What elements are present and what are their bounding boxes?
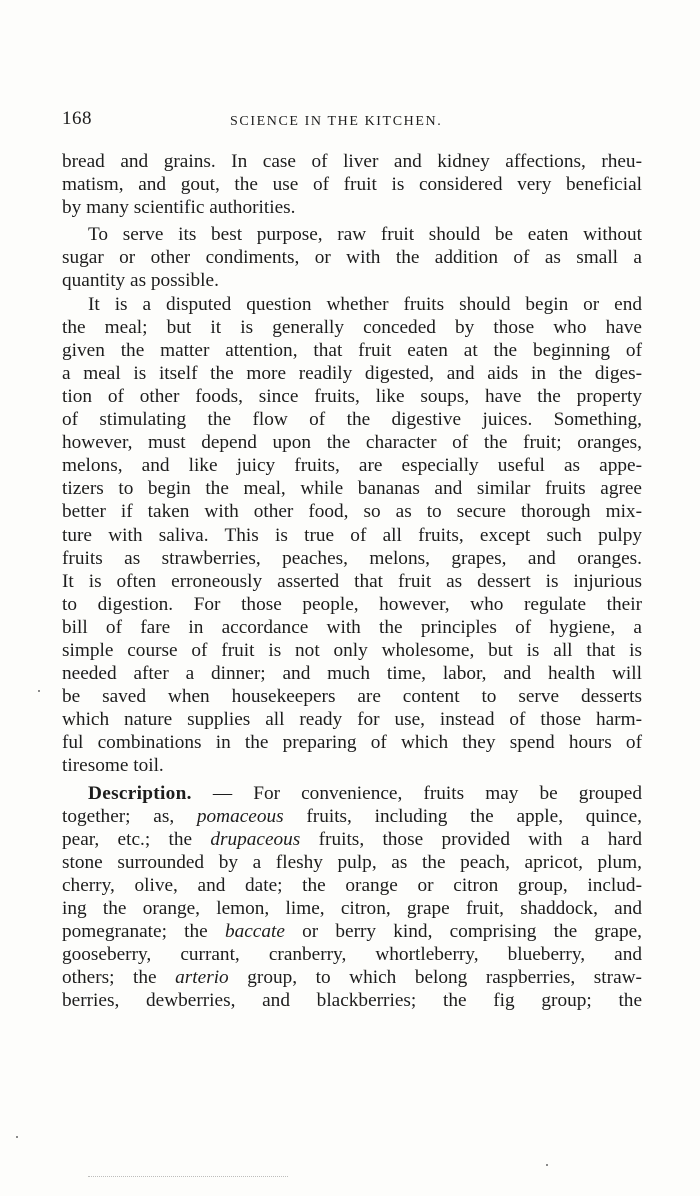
text-line: bill of fare in accordance with the principles of hygiene, a: [62, 616, 642, 638]
text-line: a meal is itself the more readily digested, and aids in the diges-: [62, 362, 642, 384]
text-line: needed after a dinner; and much time, labor, and health will: [62, 663, 642, 685]
text-line: which nature supplies all ready for use, instead of those harm-: [62, 709, 642, 731]
paper-speck: [38, 690, 40, 692]
text-line: To serve its best purpose, raw fruit should be eaten without: [88, 224, 642, 246]
text-line: stone surrounded by a fleshy pulp, as the peach, apricot, plum,: [62, 851, 642, 873]
body-text: [62, 150, 642, 1012]
italic-term: drupaceous: [210, 828, 301, 850]
text-line: quantity as possible.: [62, 270, 219, 292]
text-line: pear, etc.; the drupaceous fruits, those provided with a hard: [62, 828, 642, 850]
text-line: ture with saliva. This is true of all fruits, except such pulpy: [62, 524, 642, 546]
italic-term: baccate: [224, 921, 285, 943]
text-line: ing the orange, lemon, lime, citron, grape fruit, shaddock, and: [62, 898, 642, 919]
running-head: SCIENCE IN THE KITCHEN.: [230, 114, 443, 129]
section-heading: Description.: [88, 782, 192, 804]
text-line: fruits as strawberries, peaches, melons, grapes, and oranges.: [62, 547, 642, 569]
italic-term: pomaceous: [196, 805, 284, 827]
text-line: matism, and gout, the use of fruit is considered very beneficial: [62, 174, 642, 196]
text-line: better if taken with other food, so as to secure thorough mix-: [62, 501, 642, 523]
text-line: the meal; but it is generally conceded by those who have: [62, 316, 642, 338]
paragraph-2: [62, 223, 642, 292]
paragraph-description: [62, 782, 642, 1013]
page-number: 168: [62, 108, 92, 129]
text-line: berries, dewberries, and blackberries; the fig group; the: [62, 990, 642, 1012]
text-line: Description. — For convenience, fruits may be grouped: [88, 782, 642, 804]
text-line: cherry, olive, and date; the orange or citron group, includ-: [62, 874, 642, 896]
text-line: tizers to begin the meal, while bananas and similar fruits agree: [62, 478, 642, 500]
text-line: bread and grains. In case of liver and kidney affections, rheu-: [62, 151, 642, 172]
text-line: It is a disputed question whether fruits should begin or end: [88, 293, 642, 315]
bleed-through-marks: [88, 1176, 288, 1185]
text-line: be saved when housekeepers are content to serve desserts: [62, 686, 642, 708]
text-line: gooseberry, currant, cranberry, whortleberry, blueberry, and: [62, 944, 642, 966]
text-line: simple course of fruit is not only wholesome, but is all that is: [62, 639, 642, 661]
text-line: however, must depend upon the character of the fruit; oranges,: [62, 432, 642, 454]
text-line: sugar or other condiments, or with the addition of as small a: [62, 247, 642, 269]
text-line: pomegranate; the baccate or berry kind, comprising the grape,: [62, 921, 643, 943]
text-line: by many scientific authorities.: [62, 197, 296, 219]
text-line: ful combinations in the preparing of which they spend hours of: [62, 732, 642, 754]
text-line: melons, and like juicy fruits, are especially useful as appe-: [62, 455, 642, 477]
text-line: to digestion. For those people, however, who regulate their: [62, 593, 642, 615]
text-line: of stimulating the flow of the digestive juices. Something,: [62, 409, 642, 431]
italic-term: arterio: [175, 967, 229, 989]
paragraph-3: [62, 293, 642, 778]
text-line: given the matter attention, that fruit eaten at the beginning of: [62, 339, 642, 361]
paragraph-1: [62, 150, 642, 219]
page-header: [62, 108, 642, 134]
paper-speck: [16, 1136, 18, 1138]
text-line: It is often erroneously asserted that fruit as dessert is injurious: [62, 570, 642, 592]
text-line: tiresome toil.: [62, 755, 164, 777]
text-line: tion of other foods, since fruits, like soups, have the property: [62, 385, 642, 407]
text-line: others; the arterio group, to which belong raspberries, straw-: [62, 967, 642, 989]
paper-speck: [546, 1164, 548, 1166]
text-line: together; as, pomaceous fruits, including the apple, quince,: [62, 805, 642, 827]
